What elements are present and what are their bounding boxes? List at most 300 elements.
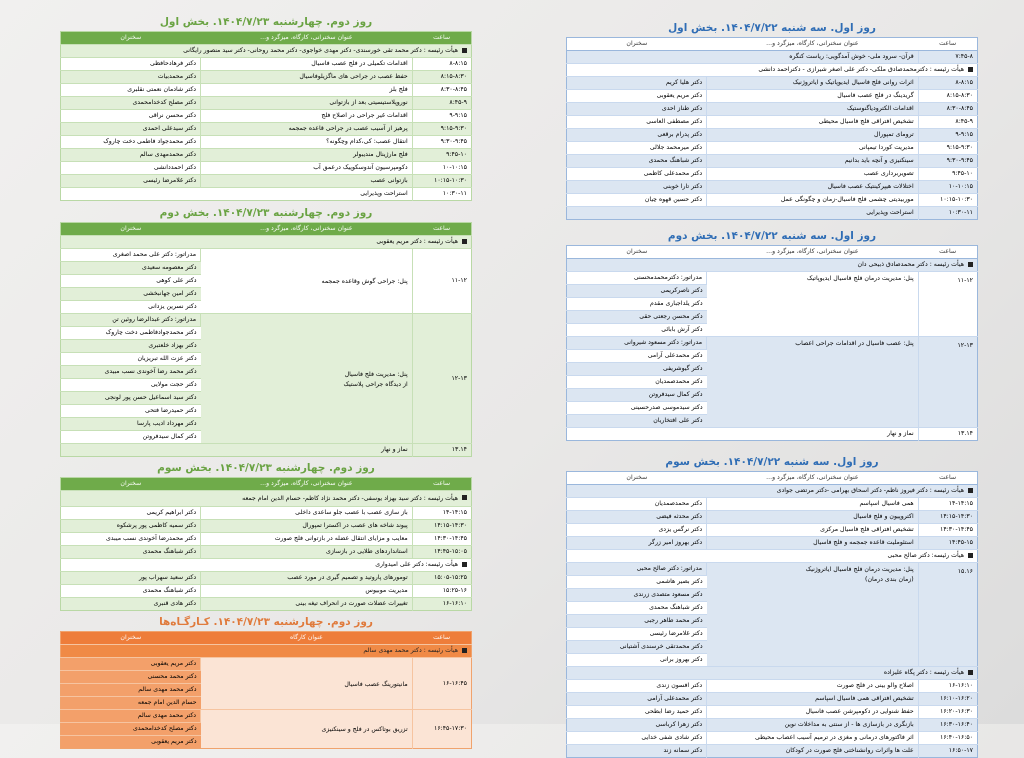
panel-speaker: دکتر غلامرضا رئیسی [567,628,707,641]
session-speaker: دکتر غلامرضا رئیسی [61,175,201,188]
day1-part2-section [566,228,978,441]
table-row [61,507,472,520]
table-row [61,136,472,149]
session-time: ۸:۳۰-۸:۴۵ [412,84,471,97]
session-speaker: دکتر حمید رضا ابطحی [567,706,707,719]
session-speaker: دکتر میرمحمد جلالی [567,142,707,155]
board-row [567,64,978,77]
break-time: ۱۰:۳۰-۱۱ [412,188,471,201]
session-time: ۱۶-۱۶:۱۰ [412,598,471,611]
panel-speaker: دکتر سیدموسی صدرحسینی [567,402,707,415]
panel-speaker: دکتر محمد مهدی سالم [61,710,201,723]
speakers-header: سخنران [61,478,201,491]
session-speaker: دکتر تارا خوبنی [567,181,707,194]
panel-speaker: دکتر محمد رضا آخوندی نسب مبیدی [61,366,201,379]
panel-speaker: دکتر علی افتخاریان [567,415,707,428]
table-row [61,84,472,97]
session-time: ۸-۸:۱۵ [918,77,977,90]
session-title: انتقال عصب: کی،کدام وچگونه؟ [201,136,413,149]
speakers-header: سخنران [567,246,707,259]
break-text: استراحت وپذیرایی [61,188,413,201]
board-row [567,550,978,563]
board-row [61,491,472,507]
session-title: بازنگری در بازسازی ها - از سنتی به مداخلات نوین [707,719,919,732]
panel-title [201,314,413,444]
session-time: ۹:۴۵-۱۰ [918,168,977,181]
day1-part1-section [566,20,978,220]
session-speaker: دکتر هلیا کریم [567,77,707,90]
table-row [567,181,978,194]
schedule-table [566,245,978,441]
session-title: بازتوانی عصب [201,175,413,188]
table-row [567,155,978,168]
speakers-header: سخنران [567,38,707,51]
table-row [567,693,978,706]
panel-title-line: پنل: مدیریت فلج فاسیال [344,370,408,378]
title-header: عنوان سخنرانی، کارگاه، میزگرد و... [201,32,413,45]
panel-title-line: از دیدگاه جراحی پلاستیک [343,380,408,388]
session-speaker: دکتر محسن نراقی [61,110,201,123]
session-speaker: دکتر سمیه کاظمی پور پرشکوه [61,520,201,533]
table-row [567,537,978,550]
square-bullet-icon [968,262,973,267]
session-title: علت ها واثرات روانشناختی فلج صورت در کودکان [707,745,919,758]
session-time: ۸:۱۵-۸:۳۰ [918,90,977,103]
day2-workshops-section [60,614,472,749]
session-speaker: دکتر محدثه فیضی [567,511,707,524]
title-header: عنوان سخنرانی، کارگاه، میزگرد و... [707,472,919,485]
panel-speaker: دکتر محمدصمدیان [567,376,707,389]
session-time: ۱۶:۳۰-۱۶:۴۰ [918,719,977,732]
session-time: ۱۴:۳۰-۱۴:۴۵ [918,524,977,537]
session-speaker: دکتر محمدبیات [61,71,201,84]
table-row [567,524,978,537]
session-time: ۱۴:۱۵-۱۴:۳۰ [412,520,471,533]
session-title: گریدینگ در فلج عصب فاسیال [707,90,919,103]
break-row [61,188,472,201]
board-text: هیأت رئیسه : دکتر مریم یعقوبی [376,238,458,245]
time-header: ساعت [412,478,471,491]
time-header: ساعت [918,472,977,485]
table-row [567,706,978,719]
day2-part1-section [60,14,472,201]
day1-column [566,20,978,758]
session-title: حفظ شنوایی در دکومپرشن عصب فاسیال [707,706,919,719]
table-row [567,168,978,181]
day2-part3-section [60,460,472,611]
session-speaker: دکتر شادمان نعمتی نقلبری [61,84,201,97]
session-speaker: دکتر پدرام برقعی [567,129,707,142]
table-row [567,129,978,142]
session-title: مدیریت موبیوس [201,585,413,598]
schedule-table [566,37,978,220]
square-bullet-icon [462,48,467,53]
panel-title [707,272,919,337]
session-speaker: دکتر محمدصمدیان [567,498,707,511]
session-speaker: دکتر زهرا کرباسی [567,719,707,732]
table-row [61,546,472,559]
session-speaker: دکتر فرهادحافظی [61,58,201,71]
panel-row [61,658,472,671]
title-header: عنوان سخنرانی، کارگاه، میزگرد و... [707,246,919,259]
session-title: فلج بلز [201,84,413,97]
session-time: ۹:۳۰-۹:۴۵ [918,155,977,168]
panel-speaker: دکتر بهروز برانی [567,654,707,667]
panel-speaker: دکتر محمد طاهر رجبی [567,615,707,628]
opening-row [567,51,978,64]
session-time: ۱۴:۴۵-۱۵:۰۵ [412,546,471,559]
section-title: روز دوم. چهارشنبه ۱۴۰۴/۷/۲۳. بخش سوم [157,462,375,474]
section-title: روز اول. سه شنبه ۱۴۰۴/۷/۲۲. بخش سوم [665,456,879,468]
session-speaker: دکتر مصطفی العاسی [567,116,707,129]
board-text: هیأت رئیسه : دکتر محمد تقی خورسندی- دکتر مهدی خواجوی- دکتر محمد روحانی- دکتر سید منصور رایگانی [183,47,458,54]
break-text: نماز و نهار [61,444,413,457]
session-time: ۱۶:۴۰-۱۶:۵۰ [918,732,977,745]
session-speaker: دکتر شادی شفی خدایی [567,732,707,745]
table-row [567,116,978,129]
section-title: روز دوم. چهارشنبه ۱۴۰۴/۷/۲۳. بخش اول [159,16,373,28]
panel-speaker: دکتر شباهنگ محمدی [567,602,707,615]
session-title: تصویربرداری عصب [707,168,919,181]
session-title: اقدامات تکمیلی در فلج عصب فاسیال [201,58,413,71]
day2-part2-section [60,205,472,457]
session-title: تومورهای پاروتید و تصمیم گیری در مورد عصب [201,572,413,585]
session-speaker: دکتر محمدعلی آرامی [567,693,707,706]
board-text: هیأت رئیسه : دکتر سید بهزاد یوسفی- دکتر محمد نژاد کاظم- حسام الدین امام جمعه [242,494,458,502]
session-speaker: دکتر سعید سهراب پور [61,572,201,585]
table-row [567,719,978,732]
board-row [61,236,472,249]
session-title: اثر فاکتورهای درمانی و مغزی در ترمیم آسیب اعصاب محیطی [707,732,919,745]
table-row [61,175,472,188]
table-header [567,38,978,51]
session-time: ۱۴-۱۴:۱۵ [412,507,471,520]
panel-row [61,249,472,262]
board-row [567,485,978,498]
session-title: پرهیز از آسیب عصب در جراحی قاعده جمجمه [201,123,413,136]
time-header: ساعت [918,246,977,259]
break-time: ۱۳.۱۴ [412,444,471,457]
schedule-table [566,471,978,758]
panel-time: ۱۱-۱۲ [918,272,977,337]
break-row [61,444,472,457]
session-time: ۱۰-۱۰:۱۵ [412,162,471,175]
session-time: ۱۰-۱۰:۱۵ [918,181,977,194]
session-title: باز سازی عصب با عصب جلو ساعدی داخلی [201,507,413,520]
square-bullet-icon [968,670,973,675]
panel-speaker: دکتر مریم یعقوبی [61,658,201,671]
panel-row [61,710,472,723]
panel-time: ۱۶-۱۶:۴۵ [412,658,471,710]
panel-speaker: دکتر مسعود متصدی زرندی [567,589,707,602]
session-title: اصلاح والو بینی در فلج صورت [707,680,919,693]
session-time: ۸:۳۰-۸:۴۵ [918,103,977,116]
speakers-header: سخنران [567,472,707,485]
session-time: ۸:۱۵-۸:۳۰ [412,71,471,84]
table-row [567,732,978,745]
panel-speaker: دکتر گیوشریفی [567,363,707,376]
speakers-header: سخنران [61,632,201,645]
table-header [567,246,978,259]
session-speaker: دکتر حسین قهوه چیان [567,194,707,207]
panel-speaker: مدراتور: دکتر علی محمد اصغری [61,249,201,262]
panel-title [707,337,919,428]
panel-speaker: دکتر حمیدرضا فتحی [61,405,201,418]
session-time: ۹:۴۵-۱۰ [412,149,471,162]
session-speaker: دکتر سمانه زند [567,745,707,758]
panel-speaker: دکتر معصومه سعیدی [61,262,201,275]
section-title: روز اول. سه شنبه ۱۴۰۴/۷/۲۲. بخش اول [668,22,876,34]
panel-speaker: حسام الدین امام جمعه [61,697,201,710]
panel-speaker: دکتر محسن رجعتی حقی [567,311,707,324]
panel-speaker: دکتر امین جهانبخشی [61,288,201,301]
day1-part3-section [566,454,978,758]
table-row [61,585,472,598]
session-time: ۸-۸:۱۵ [412,58,471,71]
panel-speaker: دکتر محمدتقی خرسندی آشتیانی [567,641,707,654]
board-text: هیأت رئیسه : دکترمحمدصادق ملکی- دکتر علی اصغر شیرازی - دکتراحمد دانشی [758,66,964,73]
panel-title [201,249,413,314]
session-speaker: دکتر مصلح کدخدامحمدی [61,97,201,110]
session-title: نوروپلاستیسیتی بعد از بازتوانی [201,97,413,110]
panel-time: ۱۱-۱۲ [412,249,471,314]
session-speaker: دکتر طناز احدی [567,103,707,116]
session-title: معایب و مزایای انتقال عضله در بازتوانی فلج صورت [201,533,413,546]
square-bullet-icon [462,495,467,500]
table-row [61,572,472,585]
session-time: ۹:۱۵-۹:۳۰ [412,123,471,136]
table-row [61,149,472,162]
session-title: تشخیص افتراقی همی فاسیال اسپاسم [707,693,919,706]
panel-speaker: دکتر بصیر هاشمی [567,576,707,589]
schedule-table [60,222,472,457]
panel-speaker: دکتر مصلح کدخدامحمدی [61,723,201,736]
table-row [567,745,978,758]
title-header: عنوان سخنرانی، کارگاه، میزگرد و... [201,223,413,236]
table-row [567,90,978,103]
session-time: ۱۶:۵۰-۱۷ [918,745,977,758]
session-title: تشخیص افتراقی فلج فاسیال محیطی [707,116,919,129]
session-time: ۱۰:۱۵-۱۰:۳۰ [412,175,471,188]
workshop-title-header: عنوان کارگاه [201,632,413,645]
session-time: ۱۴-۱۴:۱۵ [918,498,977,511]
table-row [567,103,978,116]
square-bullet-icon [968,488,973,493]
title-header: عنوان سخنرانی، کارگاه، میزگرد و... [707,38,919,51]
session-title: دکومپرسیون آندوسکوپیک درعمق آب [201,162,413,175]
panel-speaker: دکتر ناصرکریمی [567,285,707,298]
session-time: ۱۶-۱۶:۱۰ [918,680,977,693]
table-header [61,32,472,45]
session-title: پیوند شاخه های عصب در اکسترا تمپورال [201,520,413,533]
panel-speaker: مدراتور: دکتر عبدالرضا روئین تن [61,314,201,327]
square-bullet-icon [968,553,973,558]
session-title: اثرات روانی فلج فاسیال ایدیوپاتیک و ایاتروژنیک [707,77,919,90]
break-text: استراحت وپذیرایی [567,207,919,220]
time-header: ساعت [412,32,471,45]
panel-title [201,710,413,749]
table-row [567,498,978,511]
board-row [61,559,472,572]
session-speaker: دکتر مریم یعقوبی [567,90,707,103]
table-header [61,478,472,491]
table-row [61,110,472,123]
panel-title-line: پنل: مدیریت درمان فلج فاسیال ایاتروژنیک [805,566,914,573]
panel-row [567,337,978,350]
time-header: ساعت [918,38,977,51]
panel-speaker: دکتر علی کوهی [61,275,201,288]
panel-title-line: پنل: عصب فاسیال در اقدامات جراحی اعصاب [795,340,914,347]
session-title: سینکنیزی و آنچه باید بدانیم [707,155,919,168]
session-speaker: دکتر افسون زندی [567,680,707,693]
session-speaker: دکتر محمدعلی کاظمی [567,168,707,181]
board-row [567,259,978,272]
session-speaker: دکتر محمدرضا آخوندی نسب میبدی [61,533,201,546]
break-row [567,428,978,441]
panel-title-line: مانیتورینگ عصب فاسیال [344,680,408,688]
break-time: ۱۳.۱۴ [918,428,977,441]
schedule-table [60,31,472,201]
title-header: عنوان سخنرانی، کارگاه، میزگرد و... [201,478,413,491]
session-time: ۱۰:۱۵-۱۰:۳۰ [918,194,977,207]
session-time: ۱۵:۲۵-۱۶ [412,585,471,598]
board-text: هیأت رئیسه: دکتر صالح محبی [887,552,964,559]
square-bullet-icon [462,648,467,653]
session-speaker: دکتر شباهنگ محمدی [61,546,201,559]
panel-speaker: مدراتور: دکتر صالح محبی [567,563,707,576]
section-title: روز اول. سه شنبه ۱۴۰۴/۷/۲۲. بخش دوم [667,230,877,242]
session-title: موربیدیتی چشمی فلج فاسیال-زمان و چگونگی عمل [707,194,919,207]
break-row [567,207,978,220]
session-title: همی فاسیال اسپاسم [707,498,919,511]
panel-speaker: دکتر نسرین یزدانی [61,301,201,314]
panel-title-line: پنل: مدیریت درمان فلج فاسیال ایدیوپاتیک [806,275,914,282]
session-title: حفظ عصب در جراحی های ماگزیلوفاسیال [201,71,413,84]
session-time: ۱۶:۲۰-۱۶:۳۰ [918,706,977,719]
table-row [61,97,472,110]
session-speaker: دکتر محمدمهدی سالم [61,149,201,162]
panel-title [707,563,919,667]
panel-time: ۱۲-۱۳ [412,314,471,444]
time-header: ساعت [412,632,471,645]
panel-title-line: تزریق بوتاکس در فلج و سینکنیزی [321,726,408,733]
panel-speaker: دکتر عزت الله تبریزیان [61,353,201,366]
session-speaker: دکتر ابراهیم کریمی [61,507,201,520]
table-row [567,194,978,207]
break-text: نماز و نهار [567,428,919,441]
schedule-table [60,477,472,611]
session-title: تشخیص افتراقی فلج فاسیال مرکزی [707,524,919,537]
panel-speaker: دکتر محمدجوادفاطمی دخت چاروک [61,327,201,340]
panel-speaker: دکتر محمدعلی آرامی [567,350,707,363]
panel-speaker: دکتر مهرداد ادیب پارسا [61,418,201,431]
table-row [567,511,978,524]
session-speaker: دکتر نرگس یزدی [567,524,707,537]
session-title: فلج مارژینال مندیبولر [201,149,413,162]
session-speaker: دکتر شباهنگ محمدی [567,155,707,168]
session-time: ۹-۹:۱۵ [918,129,977,142]
session-title: مدیریت کوردا تیمپانی [707,142,919,155]
panel-time: ۱۲-۱۳ [918,337,977,428]
table-row [567,77,978,90]
session-speaker: دکتر احمددانشی [61,162,201,175]
session-time: ۹-۹:۱۵ [412,110,471,123]
day2-column [60,14,472,749]
opening-text: قرآن- سرود ملی- خوش آمدگویی: ریاست کنگره [567,51,919,64]
panel-speaker: مدراتور: دکترمحمدمحسنی [567,272,707,285]
session-title: استئوملیت قاعده جمجمه و فلج فاسیال [707,537,919,550]
panel-title-line: پنل: جراحی گوش وقاعده جمجمه [321,278,408,285]
session-time: ۱۴:۳۰-۱۴:۴۵ [412,533,471,546]
panel-speaker: دکتر کمال سیدفروتن [567,389,707,402]
board-text: هیأت رئیسه : دکتر پگاه علیزاده [883,669,964,676]
panel-speaker: دکتر سید اسماعیل حسن پور لونجی [61,392,201,405]
board-text: هیأت رئیسه : دکتر محمد مهدی سالم [363,647,458,654]
table-row [61,598,472,611]
workshop-table [60,631,472,749]
table-header [61,632,472,645]
session-speaker: دکتر شباهنگ محمدی [61,585,201,598]
session-time: ۱۶:۱۰-۱۶:۲۰ [918,693,977,706]
panel-row [567,272,978,285]
panel-time: ۱۵.۱۶ [918,563,977,667]
table-row [567,680,978,693]
panel-speaker: دکتر آرش بابائی [567,324,707,337]
panel-speaker: دکتر حجت مولایی [61,379,201,392]
session-speaker: دکتر بهروز امیر زرگر [567,537,707,550]
panel-title-line: (زمان بندی درمان) [865,576,914,583]
session-title: تغییرات عضلات صورت در انحراف تیغه بینی [201,598,413,611]
session-title: اقدامات غیر جراحی در اصلاح فلج [201,110,413,123]
speakers-header: سخنران [61,223,201,236]
session-speaker: دکتر هادی قنبری [61,598,201,611]
break-time: ۱۰:۳۰-۱۱ [918,207,977,220]
session-time: ۱۴:۱۵-۱۴:۳۰ [918,511,977,524]
square-bullet-icon [968,67,973,72]
session-time: ۸:۴۵-۹ [918,116,977,129]
session-title: اقدامات الکترودیاگنوستیک [707,103,919,116]
board-text: هیأت رئیسه : دکتر محمدصادق ذبیحی دان [857,261,964,268]
session-speaker: دکتر محمدجواد فاطمی دخت چاروک [61,136,201,149]
table-row [61,520,472,533]
panel-time: ۱۶:۴۵-۱۷:۳۰ [412,710,471,749]
session-time: ۱۴:۴۵-۱۵ [918,537,977,550]
square-bullet-icon [462,562,467,567]
panel-row [61,314,472,327]
session-time: ۱۵:۰۵-۱۵:۲۵ [412,572,471,585]
table-row [567,142,978,155]
board-row [61,645,472,658]
session-title: ترومای تمپورال [707,129,919,142]
session-title: اکتروپیون و فلج فاسیال [707,511,919,524]
table-row [61,162,472,175]
board-text: هیأت رئیسه : دکتر فیروز ناظم- دکتر اسحاق بهرامی -دکتر مرتضی جوادی [776,487,964,494]
panel-speaker: دکتر محمد مهدی سالم [61,684,201,697]
table-row [61,58,472,71]
board-text: هیأت رئیسه: دکتر علی امیدواری [375,561,458,568]
panel-speaker: دکتر کمال سیدفروتن [61,431,201,444]
board-row [61,45,472,58]
table-row [61,123,472,136]
speakers-header: سخنران [61,32,201,45]
panel-row [567,563,978,576]
table-header [567,472,978,485]
session-title: اختلالات هیپرکینتیک عصب فاسیال [707,181,919,194]
panel-speaker: دکتر محمد محسنی [61,671,201,684]
panel-speaker: دکتر بهزاد خلعتبری [61,340,201,353]
session-time: ۸:۴۵-۹ [412,97,471,110]
session-time: ۹:۱۵-۹:۳۰ [918,142,977,155]
